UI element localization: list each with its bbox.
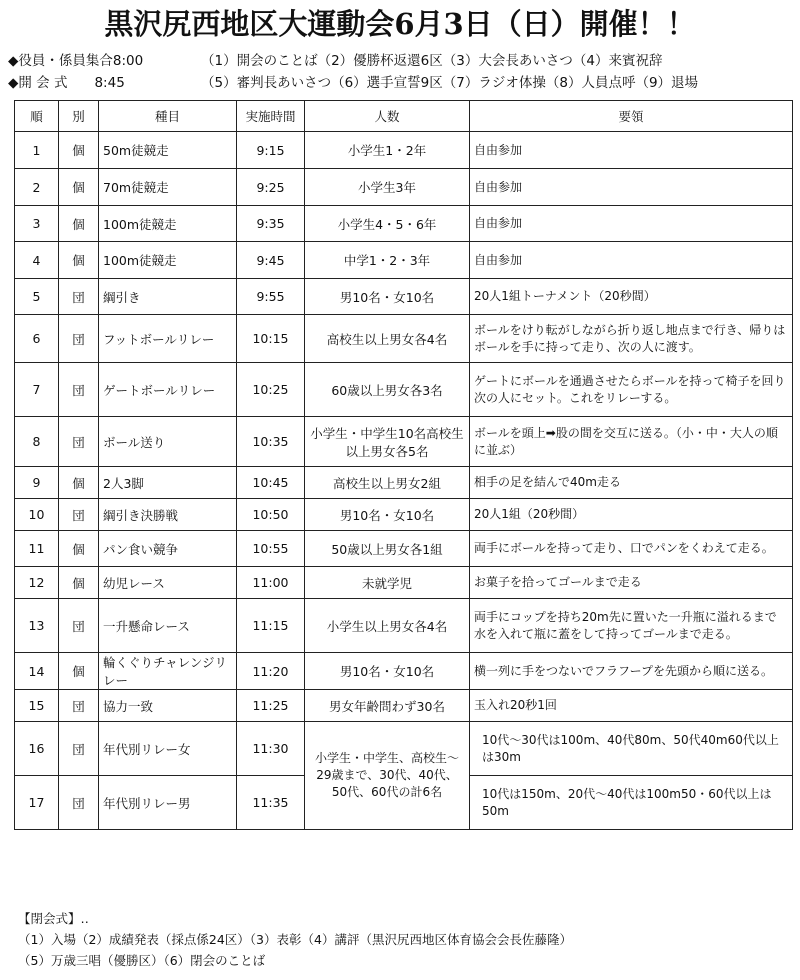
row-time: 9:55 [237,279,305,315]
row-rules: 自由参加 [470,132,793,169]
row-rules: 横一列に手をつないでフラフープを先頭から順に送る。 [470,653,793,690]
row-time: 10:45 [237,467,305,499]
row-rules: 20人1組（20秒間） [470,499,793,531]
row-people: 小学生4・5・6年 [305,206,470,242]
row-category: 団 [59,776,99,830]
header-time: 実施時間 [237,101,305,132]
table-row [15,467,793,499]
table-row [15,132,793,169]
row-time: 10:55 [237,531,305,567]
row-people: 高校生以上男女2組 [305,467,470,499]
row-event: 100m徒競走 [99,206,237,242]
row-category: 団 [59,315,99,363]
row-order: 9 [15,467,59,499]
row-category: 団 [59,279,99,315]
row-category: 団 [59,417,99,467]
table-row [15,653,793,690]
row-people: 男10名・女10名 [305,279,470,315]
intro-text: （1）開会のことば（2）優勝杯返還6区（3）大会長あいさつ（4）来賓祝辞 [201,53,663,69]
row-people: 60歳以上男女各3名 [305,363,470,417]
row-time: 11:15 [237,599,305,653]
row-category: 個 [59,169,99,206]
row-order: 7 [15,363,59,417]
row-rules: ゲートにボールを通過させたらボールを持って椅子を回り次の人にセット。これをリレーする。 [470,363,793,417]
row-category: 個 [59,567,99,599]
table-row [15,499,793,531]
closing-heading: 【閉会式】‥ [18,911,89,926]
row-people: 中学1・2・3年 [305,242,470,279]
intro-line [8,50,798,72]
row-event: 輪くぐりチャレンジリレー [99,653,237,690]
row-time: 11:25 [237,690,305,722]
row-category: 個 [59,467,99,499]
row-category: 個 [59,242,99,279]
row-rules: 10代は150m、20代〜40代は100m50・60代以上は50m [470,776,793,830]
table-row [15,690,793,722]
row-people: 未就学児 [305,567,470,599]
intro-label: ◆開 会 式 8:45 [8,75,125,91]
row-order: 6 [15,315,59,363]
row-category: 団 [59,499,99,531]
intro-text: （5）審判長あいさつ（6）選手宣誓9区（7）ラジオ体操（8）人員点呼（9）退場 [201,75,699,91]
row-time: 9:35 [237,206,305,242]
table-row [15,169,793,206]
row-event: 一升懸命レース [99,599,237,653]
row-event: 綱引き決勝戦 [99,499,237,531]
header-order: 順 [15,101,59,132]
row-rules: 10代〜30代は100m、40代80m、50代40m60代以上は30m [470,722,793,776]
page-title: 黒沢尻西地区大運動会6月3日（日）開催！！ [104,7,696,41]
row-rules: ボールをけり転がしながら折り返し地点まで行き、帰りはボールを手に持って走り、次の人に渡す。 [470,315,793,363]
closing-line: （1）入場（2）成績発表（採点係24区）（3）表彰（4）講評（黒沢尻西地区体育協会会長佐藤隆） [18,932,572,947]
row-event: フットボールリレー [99,315,237,363]
row-event: 綱引き [99,279,237,315]
row-order: 1 [15,132,59,169]
row-order: 4 [15,242,59,279]
row-order: 17 [15,776,59,830]
table-row [15,242,793,279]
row-time: 9:15 [237,132,305,169]
closing-line: （5）万歳三唱（優勝区）（6）閉会のことば [18,953,266,968]
row-time: 11:00 [237,567,305,599]
row-people: 男10名・女10名 [305,499,470,531]
row-rules: 両手にコップを持ち20m先に置いた一升瓶に溢れるまで水を入れて瓶に蓋をして持ってゴールまで走る。 [470,599,793,653]
intro-line [8,72,798,94]
row-time: 11:20 [237,653,305,690]
row-time: 10:25 [237,363,305,417]
header-people: 人数 [305,101,470,132]
row-order: 13 [15,599,59,653]
row-order: 15 [15,690,59,722]
table-row [15,417,793,467]
row-category: 団 [59,363,99,417]
row-order: 5 [15,279,59,315]
row-rules: お菓子を拾ってゴールまで走る [470,567,793,599]
row-rules: 相手の足を結んで40m走る [470,467,793,499]
row-time: 11:30 [237,722,305,776]
header-rules: 要領 [470,101,793,132]
row-people: 50歳以上男女各1組 [305,531,470,567]
row-rules: ボールを頭上➡股の間を交互に送る。（小・中・大人の順に並ぶ） [470,417,793,467]
row-order: 16 [15,722,59,776]
row-people: 男10名・女10名 [305,653,470,690]
table-row [15,567,793,599]
row-event: 100m徒競走 [99,242,237,279]
row-people: 小学生3年 [305,169,470,206]
row-people: 小学生以上男女各4名 [305,599,470,653]
table-row [15,722,793,776]
row-time: 10:15 [237,315,305,363]
row-order: 2 [15,169,59,206]
row-order: 11 [15,531,59,567]
row-rules: 20人1組トーナメント（20秒間） [470,279,793,315]
row-category: 団 [59,690,99,722]
row-order: 12 [15,567,59,599]
table-row [15,531,793,567]
row-event: パン食い競争 [99,531,237,567]
row-rules: 両手にボールを持って走り、口でパンをくわえて走る。 [470,531,793,567]
header-category: 別 [59,101,99,132]
row-time: 11:35 [237,776,305,830]
table-row [15,206,793,242]
row-category: 団 [59,599,99,653]
table-row [15,279,793,315]
row-people-relay: 小学生・中学生、高校生〜29歳まで、30代、40代、50代、60代の計6名 [305,722,470,830]
row-people: 小学生・中学生10名高校生以上男女各5名 [305,417,470,467]
row-rules: 自由参加 [470,206,793,242]
row-event: 50m徒競走 [99,132,237,169]
row-rules: 自由参加 [470,242,793,279]
row-time: 9:25 [237,169,305,206]
row-category: 個 [59,132,99,169]
table-row [15,363,793,417]
row-category: 個 [59,206,99,242]
row-rules: 自由参加 [470,169,793,206]
row-order: 14 [15,653,59,690]
table-header-row [15,101,793,132]
table-row [15,599,793,653]
row-category: 団 [59,722,99,776]
row-category: 個 [59,653,99,690]
row-time: 10:35 [237,417,305,467]
row-order: 10 [15,499,59,531]
row-time: 9:45 [237,242,305,279]
row-people: 高校生以上男女各4名 [305,315,470,363]
header-event: 種目 [99,101,237,132]
row-category: 個 [59,531,99,567]
row-time: 10:50 [237,499,305,531]
table-row [15,315,793,363]
row-event: 協力一致 [99,690,237,722]
opening-schedule [8,50,798,94]
row-rules: 玉入れ20秒1回 [470,690,793,722]
intro-label: ◆役員・係員集合8:00 [8,53,144,69]
row-order: 3 [15,206,59,242]
event-schedule-table [14,100,793,830]
row-event: ボール送り [99,417,237,467]
row-people: 男女年齢問わず30名 [305,690,470,722]
closing-ceremony [18,908,798,971]
row-people: 小学生1・2年 [305,132,470,169]
row-order: 8 [15,417,59,467]
row-event: 2人3脚 [99,467,237,499]
row-event: 年代別リレー女 [99,722,237,776]
row-event: 幼児レース [99,567,237,599]
row-event: 年代別リレー男 [99,776,237,830]
row-event: 70m徒競走 [99,169,237,206]
row-event: ゲートボールリレー [99,363,237,417]
